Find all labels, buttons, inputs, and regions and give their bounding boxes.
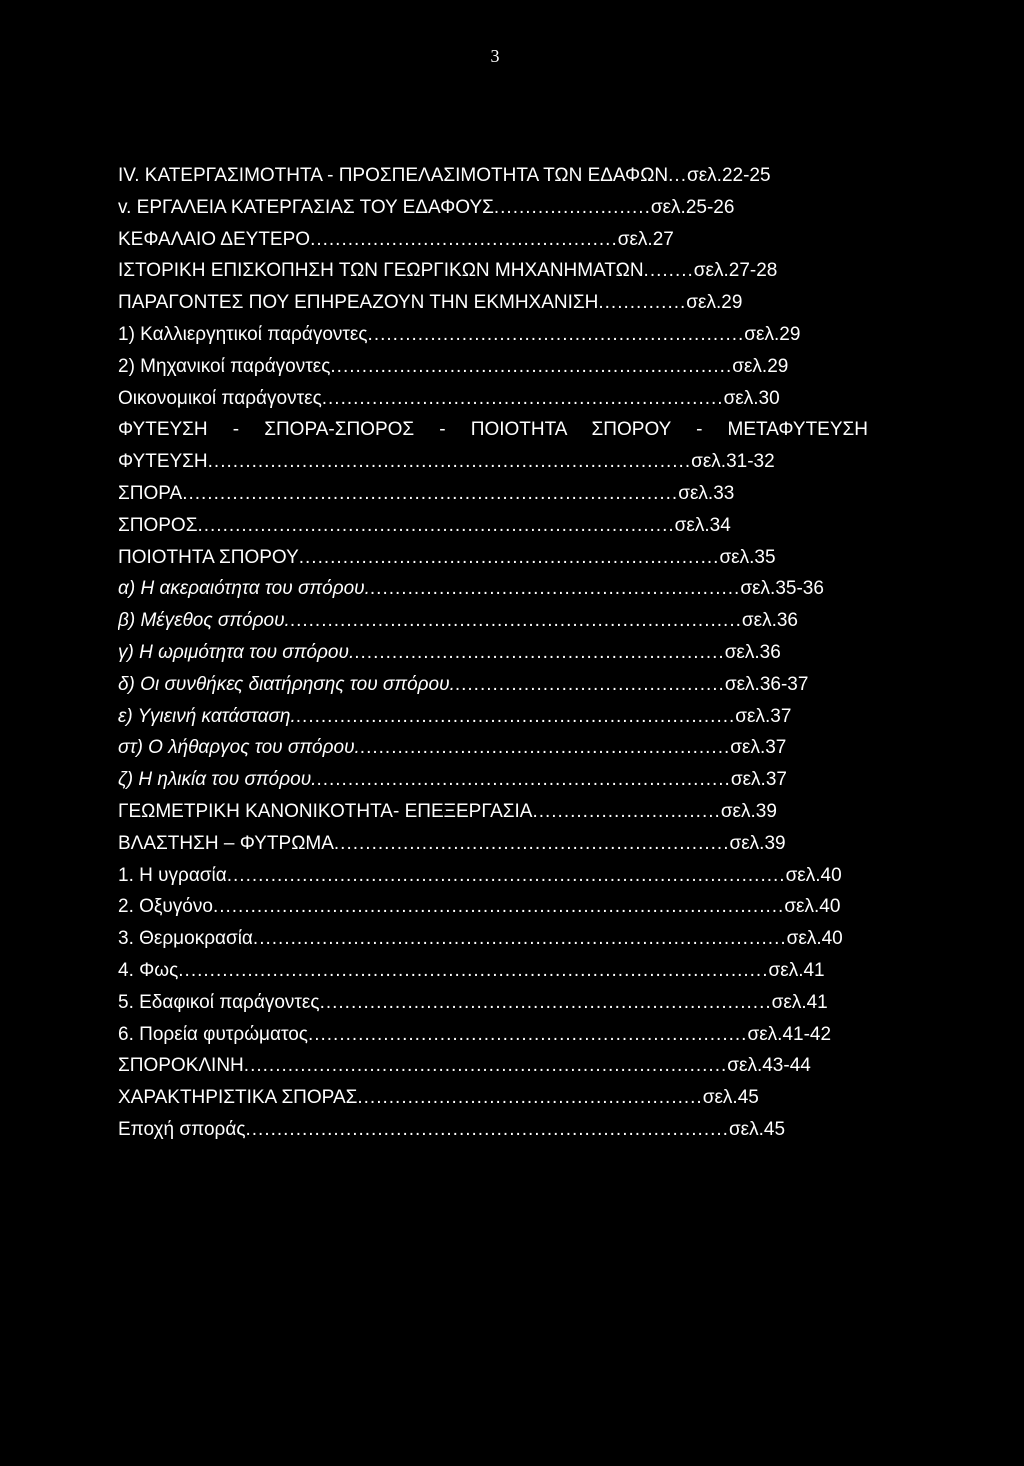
toc-entry-leader: ............................................................................. (245, 1118, 729, 1140)
toc-entry (118, 637, 878, 669)
toc-entry-leader: ........................................................... (359, 737, 731, 759)
toc-entry-leader: ................................................................ (321, 387, 724, 409)
toc-entry-page: σελ.45 (702, 1087, 759, 1109)
toc-entry (118, 1019, 878, 1051)
toc-entry-title: ΦΥΤΕΥΣΗ (118, 451, 208, 473)
toc-entry-leader: ............................................................................ (197, 514, 675, 536)
toc-entry-title: δ) Οι συνθήκες διατήρησης του σπόρου. (118, 673, 455, 695)
toc-entry-leader: ......................... (493, 196, 651, 218)
table-of-contents (118, 160, 878, 1146)
toc-entry-title: ΚΕΦΑΛΑΙΟ ΔΕΥΤΕΡΟ (118, 228, 311, 250)
toc-entry-page: σελ.41-42 (747, 1023, 832, 1045)
toc-entry-leader: ............................................................................... (182, 482, 679, 504)
toc-entry-page: σελ.36 (741, 610, 798, 632)
toc-entry-title: ΒΛΑΣΤΗΣΗ – ΦΥΤΡΩΜΑ (118, 832, 334, 854)
toc-entry-leader: .................................................................. (316, 769, 731, 791)
toc-entry (118, 319, 878, 351)
toc-entry (118, 1114, 878, 1146)
toc-entry-leader: .............................. (532, 800, 721, 822)
toc-entry-title: ΦΥΤΕΥΣΗ - ΣΠΟΡΑ-ΣΠΟΡΟΣ - ΠΟΙΟΤΗΤΑ ΣΠΟΡΟΥ - ΜΕΤΑΦΥΤΕΥΣΗ (118, 419, 868, 441)
toc-entry (118, 701, 878, 733)
toc-entry-title: 3. Θερμοκρασία (118, 928, 253, 950)
toc-entry-page: σελ.35-36 (740, 578, 824, 600)
toc-entry (118, 891, 878, 923)
toc-entry (118, 573, 878, 605)
toc-entry-page: σελ.39 (720, 800, 777, 822)
toc-entry-leader: ...................................................................... (295, 705, 736, 727)
toc-entry-leader: ................................................................ (330, 355, 733, 377)
toc-entry-leader: ....................................................... (357, 1087, 703, 1109)
toc-entry-leader: ........................................... (454, 673, 725, 695)
toc-entry-page: σελ.34 (674, 514, 731, 536)
toc-entry (118, 542, 878, 574)
toc-entry-page: σελ.31-32 (691, 451, 775, 473)
toc-entry-title: ΣΠΟΡΑ (118, 482, 183, 504)
toc-entry-leader: ................................................................... (298, 546, 720, 568)
toc-entry-page: σελ.40 (785, 864, 842, 886)
toc-entry-title: 2. Οξυγόνο (118, 896, 213, 918)
toc-entry-page: σελ.37 (730, 737, 787, 759)
toc-entry-page: σελ.41 (771, 991, 828, 1013)
toc-entry-leader: ............................................................ (367, 323, 745, 345)
toc-entry-title: 1. Η υγρασία (118, 864, 227, 886)
toc-entry-title: ΙΣΤΟΡΙΚΗ ΕΠΙΣΚΟΠΗΣΗ ΤΩΝ ΓΕΩΡΓΙΚΩΝ ΜΗΧΑΝΗΜΑΤΩΝ (118, 260, 644, 282)
toc-entry-title: v. ΕΡΓΑΛΕΙΑ ΚΑΤΕΡΓΑΣΙΑΣ ΤΟΥ ΕΔΑΦΟΥΣ (118, 196, 494, 218)
toc-entry (118, 383, 878, 415)
toc-entry-page: σελ.22-25 (686, 165, 771, 186)
toc-entry-title: Εποχή σποράς (118, 1118, 246, 1140)
toc-entry (118, 828, 878, 860)
toc-entry-page: σελ.39 (729, 832, 786, 854)
toc-entry-title: 1) Καλλιεργητικοί παράγοντες (118, 323, 368, 345)
toc-entry-page: σελ.40 (784, 896, 841, 918)
toc-entry-title: 4. Φως (118, 959, 179, 981)
toc-entry (118, 287, 878, 319)
toc-entry (118, 446, 878, 478)
toc-entry-title: ΣΠΟΡΟΚΛΙΝΗ (118, 1055, 244, 1077)
toc-entry-page: σελ.27 (617, 228, 674, 250)
toc-entry-title: ΓΕΩΜΕΤΡΙΚΗ ΚΑΝΟΝΙΚΟΤΗΤΑ- ΕΠΕΞΕΡΓΑΣΙΑ (118, 800, 533, 822)
toc-entry-leader: ........................................................................ (319, 991, 772, 1013)
toc-entry-leader: .............. (598, 292, 687, 314)
toc-entry-page: σελ.37 (730, 769, 787, 791)
toc-entry-page: σελ.25-26 (650, 196, 735, 218)
toc-entry-leader: ............................................................................. (243, 1055, 728, 1077)
toc-entry-title: Οικονομικοί παράγοντες (118, 387, 322, 409)
toc-entry-leader: ................................................. (310, 228, 618, 250)
toc-entry-title: ΠΑΡΑΓΟΝΤΕΣ ΠΟΥ ΕΠΗΡΕΑΖΟΥΝ ΤΗΝ ΕΚΜΗΧΑΝΙΣΗ (118, 292, 599, 314)
toc-entry-page: σελ.43-44 (727, 1055, 811, 1077)
toc-entry (118, 955, 878, 987)
toc-entry-page: σελ.29 (686, 292, 743, 314)
toc-entry-leader: ...................................................................... (307, 1023, 748, 1045)
toc-entry-page: σελ.29 (732, 355, 789, 377)
toc-entry-title: ΣΠΟΡΟΣ (118, 514, 198, 536)
toc-entry-title: ε) Υγιεινή κατάσταση. (118, 705, 296, 727)
toc-entry-title: ζ) Η ηλικία του σπόρου. (118, 769, 317, 791)
toc-entry (118, 923, 878, 955)
toc-entry-leader: ......................................................................................... (226, 864, 786, 886)
toc-entry (118, 796, 878, 828)
toc-entry-page: σελ.36-37 (724, 673, 809, 695)
toc-entry-leader: ........................................................................ (289, 610, 742, 632)
toc-entry-page: σελ.36 (724, 641, 781, 663)
toc-entry-page: σελ.37 (735, 705, 792, 727)
toc-entry-title: 6. Πορεία φυτρώματος (118, 1023, 308, 1045)
toc-entry (118, 764, 878, 796)
toc-entry (118, 1050, 878, 1082)
toc-entry (118, 669, 878, 701)
toc-entry-leader: .............................................................................................. (178, 959, 769, 981)
toc-entry (118, 860, 878, 892)
toc-entry-title: στ) Ο λήθαργος του σπόρου. (118, 737, 360, 759)
toc-entry-leader: ... (668, 165, 687, 186)
toc-entry (118, 414, 878, 446)
toc-entry-page: σελ.35 (719, 546, 776, 568)
toc-entry (118, 160, 878, 192)
toc-entry-leader: ........................................................... (369, 578, 741, 600)
toc-entry-leader: ........ (643, 260, 694, 282)
toc-entry-page: σελ.30 (723, 387, 780, 409)
toc-entry-leader: ............................................................................. (207, 451, 692, 473)
toc-entry-page: σελ.41 (768, 959, 825, 981)
toc-entry (118, 351, 878, 383)
toc-entry (118, 255, 878, 287)
toc-entry-leader: ........................................................... (354, 641, 725, 663)
toc-entry (118, 192, 878, 224)
toc-entry-leader: ........................................................................................... (212, 896, 785, 918)
toc-entry-title: γ) Η ωριμότητα του σπόρου. (118, 641, 355, 663)
toc-entry-leader: ..................................................................................... (252, 928, 787, 950)
toc-entry-page: σελ.33 (678, 482, 735, 504)
toc-entry-page: σελ.27-28 (693, 260, 778, 282)
toc-entry-title: 5. Εδαφικοί παράγοντες (118, 991, 320, 1013)
toc-entry-title: 2) Μηχανικοί παράγοντες (118, 355, 331, 377)
toc-entry-page: σελ.45 (728, 1118, 786, 1140)
toc-entry (118, 987, 878, 1019)
toc-entry-leader: ............................................................... (333, 832, 730, 854)
toc-entry-page: σελ.40 (786, 928, 843, 950)
toc-entry-title: ΧΑΡΑΚΤΗΡΙΣΤΙΚΑ ΣΠΟΡΑΣ (118, 1087, 358, 1109)
toc-entry (118, 732, 878, 764)
toc-entry-title: IV. ΚΑΤΕΡΓΑΣΙΜΟΤΗΤΑ - ΠΡΟΣΠΕΛΑΣΙΜΟΤΗΤΑ ΤΩΝ ΕΔΑΦΩΝ (118, 165, 669, 186)
toc-entry-title: β) Μέγεθος σπόρου. (118, 610, 290, 632)
toc-entry (118, 1082, 878, 1114)
toc-entry-title: α) Η ακεραιότητα του σπόρου. (118, 578, 370, 600)
toc-entry (118, 478, 878, 510)
toc-entry-page: σελ.29 (744, 323, 801, 345)
toc-entry (118, 224, 878, 256)
toc-entry (118, 510, 878, 542)
toc-entry (118, 605, 878, 637)
toc-entry-title: ΠΟΙΟΤΗΤΑ ΣΠΟΡΟΥ (118, 546, 299, 568)
page-number: 3 (490, 46, 500, 66)
